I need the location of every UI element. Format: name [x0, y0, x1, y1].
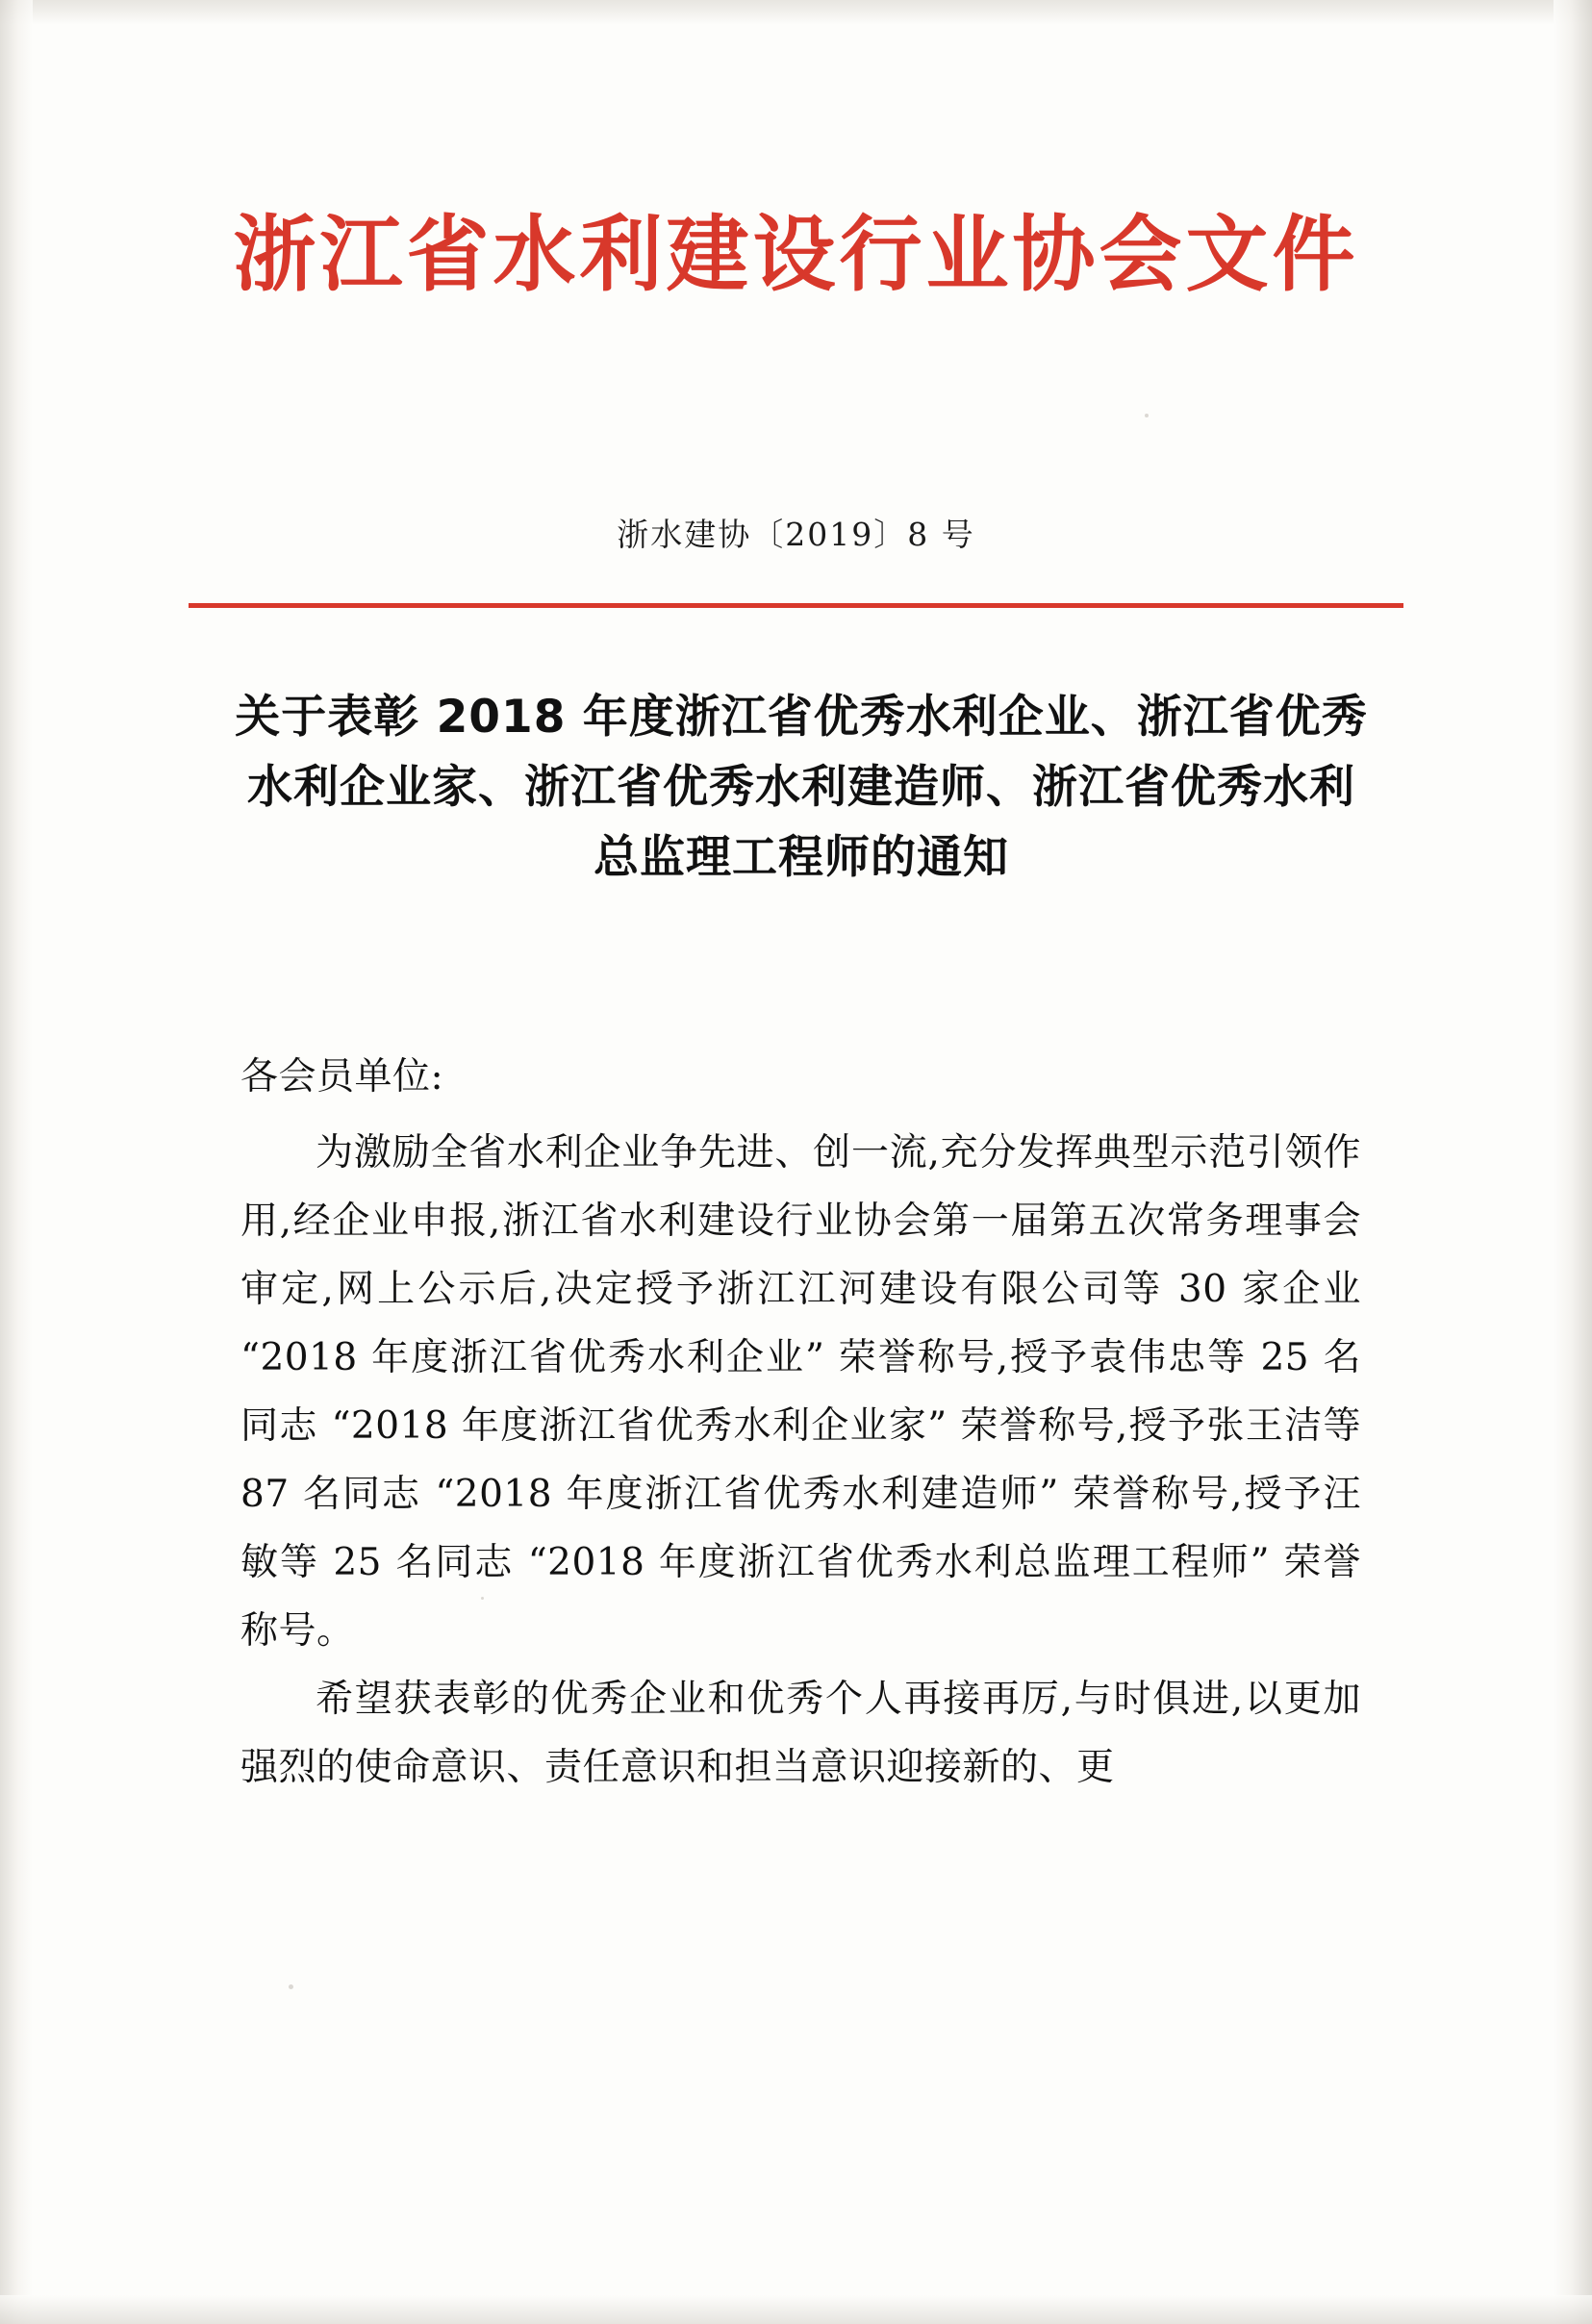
document-title: 关于表彰 2018 年度浙江省优秀水利企业、浙江省优秀水利企业家、浙江省优秀水利建造师、浙江省优秀水利总监理工程师的通知	[235, 691, 1368, 884]
paper-edge-left	[0, 0, 33, 2324]
red-horizontal-rule	[189, 603, 1403, 608]
paper-edge-top	[0, 0, 1592, 25]
paper-edge-right	[1554, 0, 1592, 2324]
paper-speck	[289, 1984, 293, 1989]
document-masthead-title: 浙江省水利建设行业协会文件	[233, 207, 1359, 303]
document-body	[240, 1044, 1361, 1803]
body-paragraph-2: 希望获表彰的优秀企业和优秀个人再接再厉,与时俱进,以更加强烈的使命意识、责任意识和担当意识迎接新的、更	[240, 1677, 1361, 1789]
paper-speck	[1145, 414, 1149, 417]
salutation: 各会员单位:	[240, 1055, 444, 1099]
paper-speck	[481, 1597, 484, 1600]
document-number: 浙水建协〔2019〕8 号	[617, 516, 975, 553]
body-paragraph-1: 为激励全省水利企业争先进、创一流,充分发挥典型示范引领作用,经企业申报,浙江省水利建设行业协会第一届第五次常务理事会审定,网上公示后,决定授予浙江江河建设有限公司等 30 家企业 “2018 年度浙江省优秀水利企业” 荣誉称号,授予袁伟忠等 25 名同志 “2018 年度浙江省优秀水利企业家” 荣誉称号,授予张王洁等 87 名同志 “2018 年度浙江省优秀水利建造师” 荣誉称号,授予汪敏等 25 名同志 “2018 年度浙江省优秀水利总监理工程师” 荣誉称号。	[240, 1130, 1361, 1653]
paper-edge-bottom	[0, 2295, 1592, 2324]
